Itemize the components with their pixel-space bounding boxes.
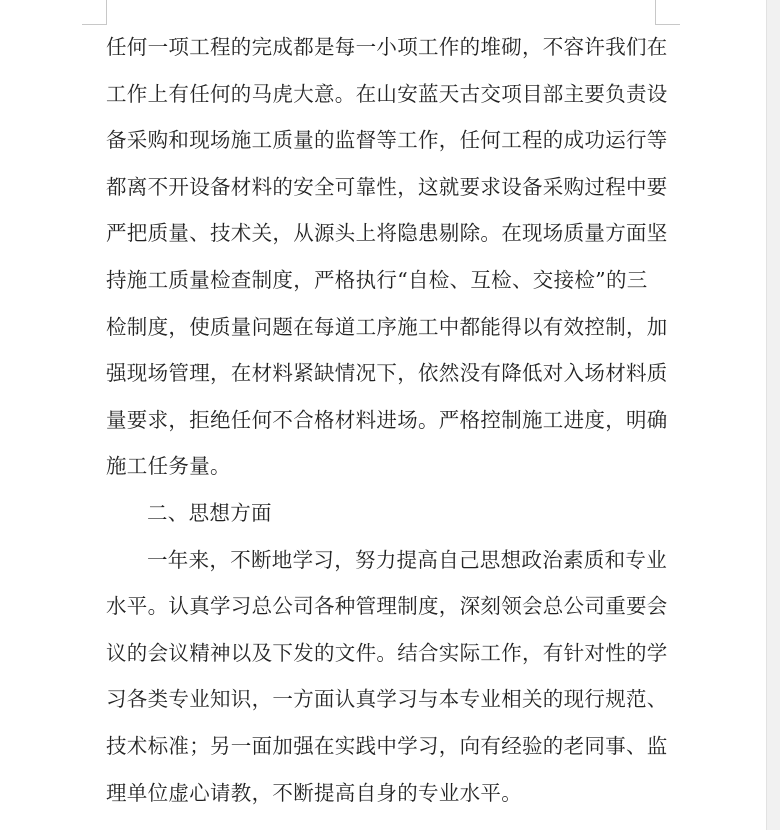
- paragraph-line: 施工任务量。: [106, 454, 231, 479]
- paragraph-line: 检制度，使质量问题在每道工序施工中都能得以有效控制，加: [106, 314, 668, 339]
- paragraph-line: 强现场管理，在材料紧缺情况下，依然没有降低对入场材料质: [106, 361, 668, 386]
- paragraph-line: 工作上有任何的马虎大意。在山安蓝天古交项目部主要负责设: [106, 81, 668, 106]
- vertical-scrollbar[interactable]: [766, 0, 780, 830]
- page-corner-mark-right: [655, 0, 680, 25]
- paragraph-line: 技术标准；另一面加强在实践中学习，向有经验的老同事、监: [106, 733, 668, 758]
- page-corner-mark-left: [82, 0, 107, 25]
- document-body: [106, 24, 668, 816]
- paragraph-line: 习各类专业知识，一方面认真学习与本专业相关的现行规范、: [106, 687, 668, 712]
- paragraph-line: 备采购和现场施工质量的监督等工作，任何工程的成功运行等: [106, 128, 668, 153]
- paragraph-line: 严把质量、技术关，从源头上将隐患剔除。在现场质量方面坚: [106, 221, 668, 246]
- paragraph-line: 任何一项工程的完成都是每一小项工作的堆砌，不容许我们在: [106, 35, 668, 59]
- paragraph-line: 水平。认真学习总公司各种管理制度，深刻领会总公司重要会: [106, 594, 668, 619]
- paragraph-line: 都离不开设备材料的安全可靠性，这就要求设备采购过程中要: [106, 174, 668, 199]
- paragraph-line: 议的会议精神以及下发的文件。结合实际工作，有针对性的学: [106, 640, 668, 665]
- paragraph-line: 理单位虚心请教，不断提高自身的专业水平。: [106, 780, 522, 805]
- paragraph-line: 持施工质量检查制度，严格执行“自检、互检、交接检”的三: [106, 267, 648, 292]
- paragraph-line: 量要求，拒绝任何不合格材料进场。严格控制施工进度，明确: [106, 407, 668, 432]
- paragraph-line: 一年来，不断地学习，努力提高自己思想政治素质和专业: [147, 547, 667, 572]
- section-heading: 二、思想方面: [147, 500, 272, 525]
